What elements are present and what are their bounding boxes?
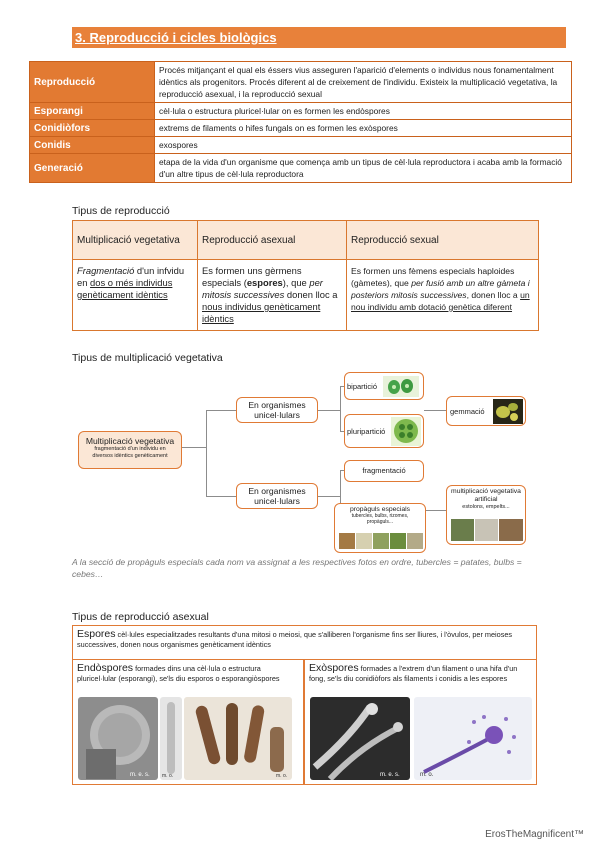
unicellular-node: En organismes unicel·lulars xyxy=(236,397,318,423)
page-title: 3. Reproducció i cicles biològics xyxy=(72,27,566,48)
root-title: Multiplicació vegetativa xyxy=(85,436,175,446)
biparticio-image xyxy=(383,376,419,397)
text-fragment: espores xyxy=(246,277,283,288)
gemmacio-image xyxy=(493,399,523,424)
espores-title: Espores xyxy=(77,628,116,640)
multiplicacio-heading: Tipus de multiplicació vegetativa xyxy=(72,352,223,364)
term-cell: Conidiòfors xyxy=(30,120,155,137)
text-fragment: per mitosis successives xyxy=(202,277,323,300)
desc-cell: etapa de la vida d'un organisme que comença amb un tipus de cèl·lula reproductora i acaba amb la formació d'un altre tipus de cèl·lula reproductora xyxy=(155,154,572,183)
asex-cell xyxy=(198,260,347,331)
desc-cell: exospores xyxy=(155,137,572,154)
text-fragment: per fusió amb un altre gàmeta i posteriors mitosis successives xyxy=(351,278,530,300)
desc-cell: Procés mitjançant el qual els éssers vius asseguren l'aparició d'elements o individus nous fonamentalment idèntics als progenitors. Procés diferent al de creixement de l'individu. Existeix la multiplicació vegetativa, la reproducció asexual, i la reproducció sexual xyxy=(155,62,572,103)
col-header: Reproducció asexual xyxy=(198,221,347,260)
root-subtitle: fragmentació d'un individu en diversos idèntics genèticament xyxy=(92,446,168,459)
connector-line xyxy=(206,496,236,497)
exospores-title: Exòspores xyxy=(309,662,359,674)
endospores-text: formades dins una cèl·lula o estructura pluricel·lular (esporangi), se'ls diu esporos o esporangiòspores xyxy=(77,664,280,683)
gemmacio-node xyxy=(446,396,526,426)
tipus-reproduccio-heading: Tipus de reproducció xyxy=(72,205,170,217)
pluriparticio-node xyxy=(344,414,424,448)
asexual-heading: Tipus de reproducció asexual xyxy=(72,611,209,623)
spore-chains-micrograph xyxy=(184,697,292,780)
text-fragment: Es formen uns fèmens especials haploides (gàmetes), que xyxy=(351,266,515,288)
definitions-table xyxy=(29,61,572,183)
table-header-row xyxy=(73,221,539,260)
exospores-text: formades a l'extrem d'un filament o una hifa d'un fong, se'ls diu conidiòfors als filaments i conidis a les espores xyxy=(309,664,518,683)
propaguls-node xyxy=(334,503,426,553)
sex-cell xyxy=(347,260,539,331)
text-fragment: donen lloc a xyxy=(284,289,338,300)
propaguls-note: A la secció de propàguls especials cada nom va assignat a les respectives fotos en ordre, tubercles = patates, bulbs = cebes… xyxy=(72,557,522,579)
veg-cell xyxy=(73,260,198,331)
term-cell: Conidis xyxy=(30,137,155,154)
text-fragment: dos o més individus genèticament idèntics xyxy=(77,277,173,300)
connector-line xyxy=(424,410,446,411)
col-header: Reproducció sexual xyxy=(347,221,539,260)
artificial-title: multiplicació vegetativa artificial xyxy=(451,488,521,503)
col-header: Multiplicació vegetativa xyxy=(73,221,198,260)
connector-line xyxy=(318,410,340,411)
pluricellular-node: En organismes unicel·lulars xyxy=(236,483,318,509)
text-fragment: , donen lloc a xyxy=(466,290,521,300)
reproduction-types-table xyxy=(72,220,539,331)
root-node xyxy=(78,431,182,469)
connector-line xyxy=(182,447,206,448)
gemmacio-label: gemmació xyxy=(450,407,485,416)
micrograph-label: m. o. xyxy=(420,772,434,778)
term-cell: Esporangi xyxy=(30,103,155,120)
connector-line xyxy=(206,410,236,411)
text-fragment: d'un infvidu en xyxy=(77,265,185,288)
micrograph-label: m. o. xyxy=(276,773,288,779)
table-row xyxy=(30,120,572,137)
desc-cell: extrems de filaments o hifes fungals on es formen les exòspores xyxy=(155,120,572,137)
connector-line xyxy=(318,496,340,497)
term-cell: Reproducció xyxy=(30,62,155,103)
micrograph-label: m. o. xyxy=(162,773,174,779)
propaguls-subtitle: tubercles, bulbs, rizomes, propàguls... xyxy=(351,513,409,525)
table-row xyxy=(73,260,539,331)
biparticio-label: bipartició xyxy=(347,382,378,391)
table-row xyxy=(30,154,572,183)
conidia-micrograph xyxy=(414,697,532,780)
text-fragment: ), que xyxy=(282,277,310,288)
micrograph-label: m. e. s. xyxy=(380,772,400,778)
connector-line xyxy=(340,386,341,432)
text-fragment: Fragmentació xyxy=(77,265,135,276)
signature: ErosTheMagnificent™ xyxy=(485,829,584,840)
term-cell: Generació xyxy=(30,154,155,183)
fragmentacio-node: fragmentació xyxy=(344,460,424,482)
biparticio-node xyxy=(344,372,424,400)
connector-line xyxy=(206,410,207,497)
propaguls-images xyxy=(339,533,423,549)
text-fragment: un nou individu amb dotació genètica diferent xyxy=(351,290,530,312)
pluriparticio-image xyxy=(391,417,421,446)
endospores-title: Endòspores xyxy=(77,662,134,674)
text-fragment: nous individus genèticament idèntics xyxy=(202,301,321,324)
ascus-micrograph xyxy=(160,697,182,780)
micrograph-label: m. e. s. xyxy=(130,772,150,778)
table-row xyxy=(30,103,572,120)
artificial-subtitle: estolons, empelts... xyxy=(462,504,510,510)
connector-line xyxy=(424,510,446,511)
conidiophores-micrograph xyxy=(310,697,410,780)
artificial-images xyxy=(451,519,523,541)
artificial-node xyxy=(446,485,526,545)
propaguls-title: propàguls especials xyxy=(349,506,411,513)
pluriparticio-label: pluripartició xyxy=(347,427,386,436)
desc-cell: cèl·lula o estructura pluricel·lular on es formen les endòspores xyxy=(155,103,572,120)
table-row xyxy=(30,137,572,154)
sporangium-micrograph xyxy=(78,697,158,780)
espores-box xyxy=(72,625,537,660)
table-row xyxy=(30,62,572,103)
text-fragment: Es formen uns gèrmens especials ( xyxy=(202,265,302,288)
espores-text: cèl·lules especialitzades resultants d'una mitosi o meiosi, que s'alliberen l'organisme fins ser lliures, i l'òvulos, per meioses successives, donen nous organismes genèticament idèntics xyxy=(77,630,513,649)
